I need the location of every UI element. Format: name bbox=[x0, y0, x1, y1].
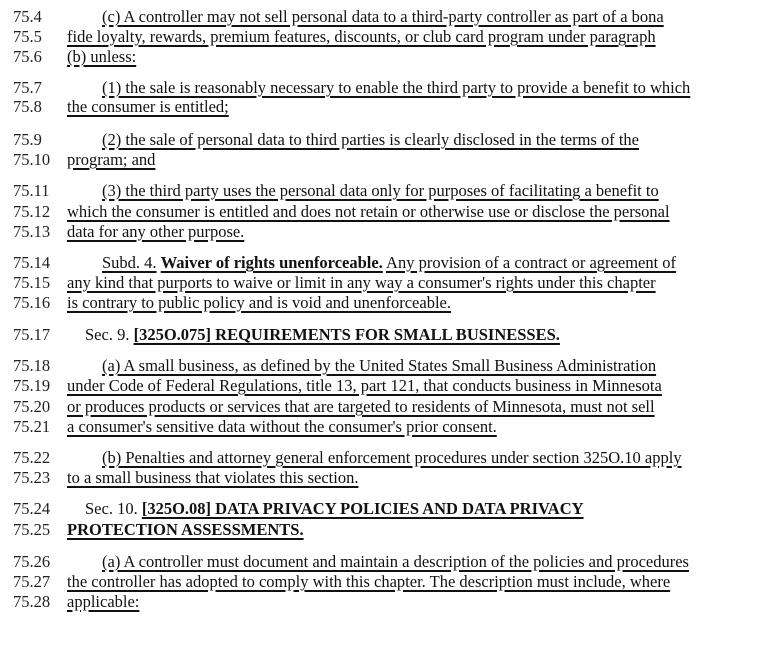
text-segment: (3) the third party uses the personal data only for purposes of facilitating a benefit to bbox=[102, 181, 659, 200]
line-text bbox=[102, 253, 676, 273]
text-segment: to a small business that violates this section. bbox=[67, 468, 359, 487]
document-line bbox=[0, 448, 768, 468]
document-line bbox=[0, 202, 768, 222]
line-text bbox=[102, 552, 689, 572]
document-line bbox=[0, 27, 768, 47]
text-segment: program; and bbox=[67, 150, 156, 169]
line-number: 75.9 bbox=[13, 130, 42, 149]
document-line bbox=[0, 181, 768, 201]
bold-heading-text: Waiver of rights unenforceable. bbox=[160, 253, 383, 272]
line-text bbox=[67, 468, 358, 488]
document-line bbox=[0, 97, 768, 117]
text-segment: data for any other purpose. bbox=[67, 222, 245, 241]
text-segment: the consumer is entitled; bbox=[67, 97, 229, 116]
line-number: 75.15 bbox=[13, 273, 51, 292]
text-segment: Sec. 9. bbox=[85, 325, 134, 344]
line-number: 75.28 bbox=[13, 592, 51, 611]
line-text bbox=[102, 7, 664, 27]
line-number: 75.22 bbox=[13, 448, 51, 467]
text-segment: (b) unless: bbox=[67, 47, 137, 66]
line-text bbox=[67, 293, 451, 313]
line-number: 75.25 bbox=[13, 520, 51, 539]
bold-heading-text: [325O.075] REQUIREMENTS FOR SMALL BUSINESSES. bbox=[133, 325, 560, 344]
line-text bbox=[67, 520, 304, 540]
line-number: 75.14 bbox=[13, 253, 51, 272]
document-line bbox=[0, 253, 768, 273]
document-line bbox=[0, 417, 768, 437]
document-line bbox=[0, 572, 768, 592]
line-number: 75.13 bbox=[13, 222, 51, 241]
document-line bbox=[0, 325, 768, 345]
line-text bbox=[102, 448, 682, 468]
line-number: 75.23 bbox=[13, 468, 51, 487]
text-segment: applicable: bbox=[67, 592, 140, 611]
document-line bbox=[0, 222, 768, 242]
line-number: 75.26 bbox=[13, 552, 51, 571]
text-segment: under Code of Federal Regulations, title 13, part 121, that conducts business in Minnesota bbox=[67, 376, 662, 395]
line-number: 75.5 bbox=[13, 27, 42, 46]
document-line bbox=[0, 356, 768, 376]
line-text bbox=[102, 181, 659, 201]
line-text bbox=[102, 78, 690, 98]
text-segment: fide loyalty, rewards, premium features, discounts, or club card program under paragraph bbox=[67, 27, 656, 46]
line-text bbox=[67, 47, 136, 67]
line-number: 75.16 bbox=[13, 293, 51, 312]
line-text bbox=[67, 222, 244, 242]
line-number: 75.20 bbox=[13, 397, 51, 416]
line-text bbox=[67, 97, 229, 117]
line-number: 75.18 bbox=[13, 356, 51, 375]
document-line bbox=[0, 499, 768, 519]
line-number: 75.11 bbox=[13, 181, 50, 200]
document-line bbox=[0, 397, 768, 417]
document-line bbox=[0, 130, 768, 150]
document-line bbox=[0, 552, 768, 572]
line-text bbox=[102, 356, 656, 376]
document-line bbox=[0, 150, 768, 170]
text-segment: a consumer's sensitive data without the consumer's prior consent. bbox=[67, 417, 497, 436]
text-segment: (1) the sale is reasonably necessary to enable the third party to provide a benefit to which bbox=[102, 78, 691, 97]
document-line bbox=[0, 47, 768, 67]
text-segment: or produces products or services that are targeted to residents of Minnesota, must not sell bbox=[67, 397, 655, 416]
line-number: 75.17 bbox=[13, 325, 51, 344]
line-text bbox=[67, 273, 656, 293]
document-line bbox=[0, 293, 768, 313]
text-segment: Any provision of a contract or agreement of bbox=[386, 253, 677, 272]
line-text bbox=[67, 397, 655, 417]
text-segment: (c) A controller may not sell personal data to a third-party controller as part of a bona bbox=[102, 7, 664, 26]
line-text bbox=[67, 376, 662, 396]
line-text bbox=[67, 572, 670, 592]
line-number: 75.24 bbox=[13, 499, 51, 518]
line-number: 75.7 bbox=[13, 78, 42, 97]
line-number: 75.21 bbox=[13, 417, 51, 436]
text-segment: any kind that purports to waive or limit in any way a consumer's rights under this chapter bbox=[67, 273, 656, 292]
document-line bbox=[0, 7, 768, 27]
line-text bbox=[85, 325, 560, 345]
document-line bbox=[0, 273, 768, 293]
bold-heading-text: [325O.08] DATA PRIVACY POLICIES AND DATA PRIVACY bbox=[141, 499, 584, 518]
line-number: 75.10 bbox=[13, 150, 51, 169]
line-text bbox=[67, 592, 139, 612]
line-number: 75.27 bbox=[13, 572, 51, 591]
line-text bbox=[67, 150, 155, 170]
text-segment: Sec. 10. bbox=[85, 499, 142, 518]
line-number: 75.6 bbox=[13, 47, 42, 66]
text-segment: (a) A small business, as defined by the United States Small Business Administration bbox=[102, 356, 657, 375]
text-segment: the controller has adopted to comply with this chapter. The description must include, where bbox=[67, 572, 671, 591]
line-number: 75.8 bbox=[13, 97, 42, 116]
line-text bbox=[102, 130, 639, 150]
document-line bbox=[0, 592, 768, 612]
line-number: 75.19 bbox=[13, 376, 51, 395]
text-segment: (b) Penalties and attorney general enforcement procedures under section 325O.10 apply bbox=[102, 448, 682, 467]
text-segment: (a) A controller must document and maintain a description of the policies and procedures bbox=[102, 552, 689, 571]
line-text bbox=[85, 499, 584, 519]
text-segment: which the consumer is entitled and does not retain or otherwise use or disclose the personal bbox=[67, 202, 670, 221]
text-segment: is contrary to public policy and is void and unenforceable. bbox=[67, 293, 451, 312]
document-line bbox=[0, 520, 768, 540]
text-segment: Subd. 4. bbox=[102, 253, 157, 272]
document-line bbox=[0, 78, 768, 98]
line-text bbox=[67, 27, 656, 47]
line-number: 75.4 bbox=[13, 7, 42, 26]
document-line bbox=[0, 376, 768, 396]
document-line bbox=[0, 468, 768, 488]
line-number: 75.12 bbox=[13, 202, 51, 221]
bold-heading-text: PROTECTION ASSESSMENTS. bbox=[67, 520, 304, 539]
text-segment: (2) the sale of personal data to third parties is clearly disclosed in the terms of the bbox=[102, 130, 639, 149]
line-text bbox=[67, 417, 497, 437]
line-text bbox=[67, 202, 670, 222]
